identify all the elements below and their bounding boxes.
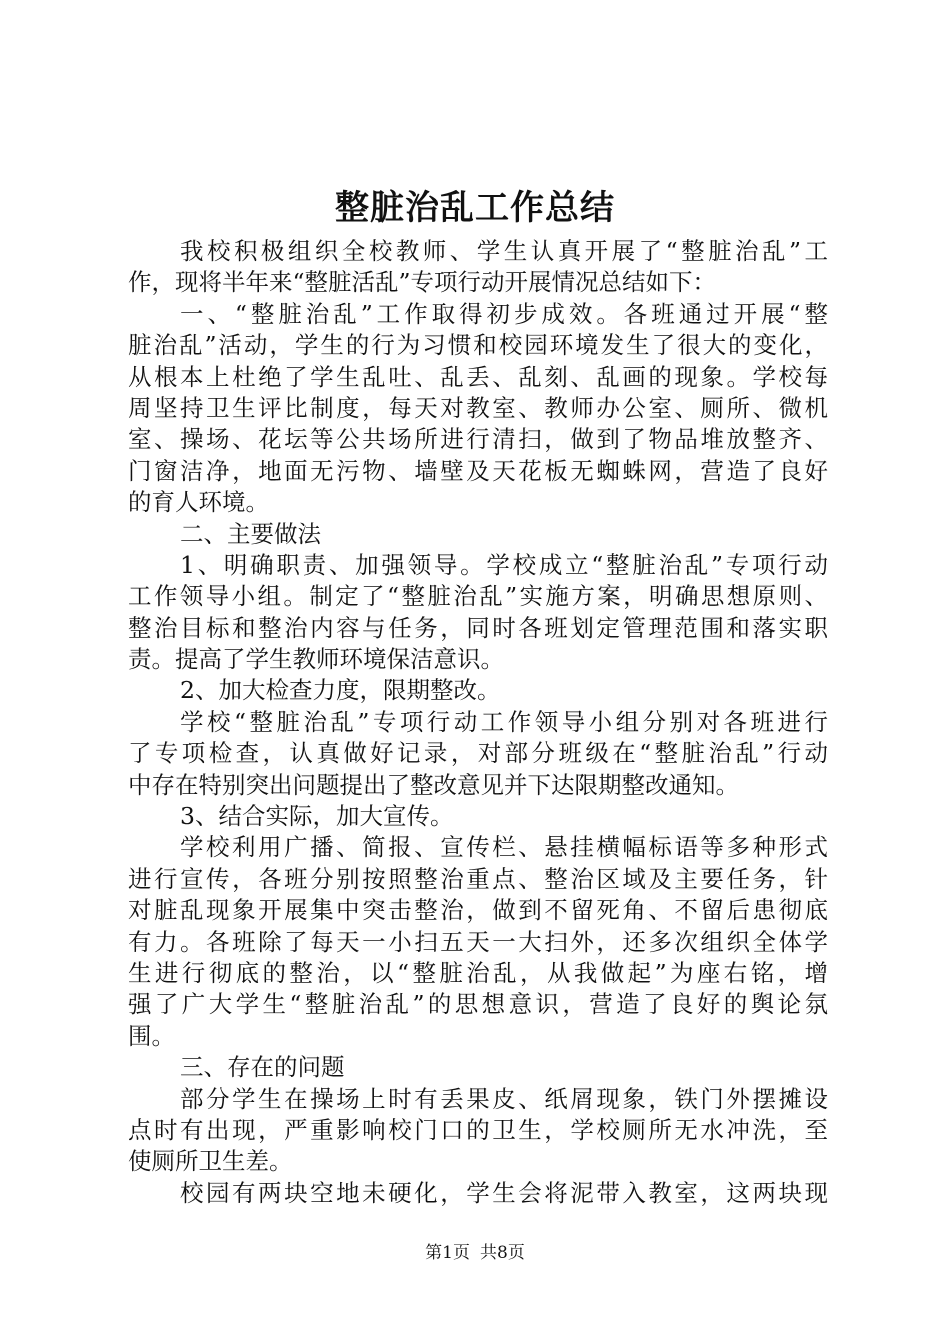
- text-line: 校园有两块空地未硬化，学生会将泥带入教室，这两块现: [180, 1178, 828, 1207]
- text-line: 进行宣传，各班分别按照整治重点、整治区域及主要任务，针: [128, 864, 828, 893]
- text-line: 对脏乱现象开展集中突击整治，做到不留死角、不留后患彻底: [128, 896, 828, 925]
- text-line: 室、操场、花坛等公共场所进行清扫，做到了物品堆放整齐、: [128, 425, 828, 454]
- text-line: 从根本上杜绝了学生乱吐、乱丢、乱刻、乱画的现象。学校每: [128, 362, 828, 391]
- text-line: 脏治乱”活动，学生的行为习惯和校园环境发生了很大的变化，: [128, 331, 828, 360]
- text-line: 工作领导小组。制定了“整脏治乱”实施方案，明确思想原则、: [128, 582, 828, 611]
- text-line: 一、“整脏治乱”工作取得初步成效。各班通过开展“整: [180, 299, 828, 328]
- text-line: 1、明确职责、加强领导。学校成立“整脏治乱”专项行动: [180, 550, 828, 579]
- text-line: 整治目标和整治内容与任务，同时各班划定管理范围和落实职: [128, 613, 828, 642]
- text-line: 有力。各班除了每天一小扫五天一大扫外，还多次组织全体学: [128, 927, 828, 956]
- text-line: 强了广大学生“整脏治乱”的思想意识，营造了良好的舆论氛: [128, 990, 828, 1019]
- text-line: 围。: [128, 1021, 175, 1050]
- page-total: 共8页: [480, 1243, 525, 1263]
- text-line: 的育人环境。: [128, 488, 269, 517]
- text-line: 学校利用广播、简报、宣传栏、悬挂横幅标语等多种形式: [180, 833, 828, 862]
- text-line: 生进行彻底的整治，以“整脏治乱，从我做起”为座右铭，增: [128, 958, 828, 987]
- text-line: 使厕所卫生差。: [128, 1147, 293, 1176]
- page-footer: [0, 1241, 950, 1265]
- text-line: 中存在特别突出问题提出了整改意见并下达限期整改通知。: [128, 770, 739, 799]
- text-line: 点时有出现，严重影响校门口的卫生，学校厕所无水冲洗，至: [128, 1115, 828, 1144]
- text-line: 门窗洁净，地面无污物、墙壁及天花板无蜘蛛网，营造了良好: [128, 456, 828, 485]
- text-line: 3、结合实际，加大宣传。: [180, 802, 454, 831]
- document-title: 整脏治乱工作总结: [335, 188, 615, 228]
- text-line: 2、加大检查力度，限期整改。: [180, 676, 501, 705]
- text-line: 责。提高了学生教师环境保洁意识。: [128, 645, 504, 674]
- text-line: 作，现将半年来“整脏活乱”专项行动开展情况总结如下：: [128, 268, 717, 297]
- text-line: 二、主要做法: [180, 519, 321, 548]
- text-line: 部分学生在操场上时有丢果皮、纸屑现象，铁门外摆摊设: [180, 1084, 828, 1113]
- page-number: 第1页: [425, 1243, 470, 1263]
- text-line: 学校“整脏治乱”专项行动工作领导小组分别对各班进行: [180, 707, 828, 736]
- document-body: [128, 236, 828, 1209]
- text-line: 周坚持卫生评比制度，每天对教室、教师办公室、厕所、微机: [128, 393, 828, 422]
- text-line: 我校积极组织全校教师、学生认真开展了“整脏治乱”工: [180, 237, 828, 265]
- text-line: 三、存在的问题: [180, 1053, 345, 1082]
- text-line: 了专项检查，认真做好记录，对部分班级在“整脏治乱”行动: [128, 739, 828, 768]
